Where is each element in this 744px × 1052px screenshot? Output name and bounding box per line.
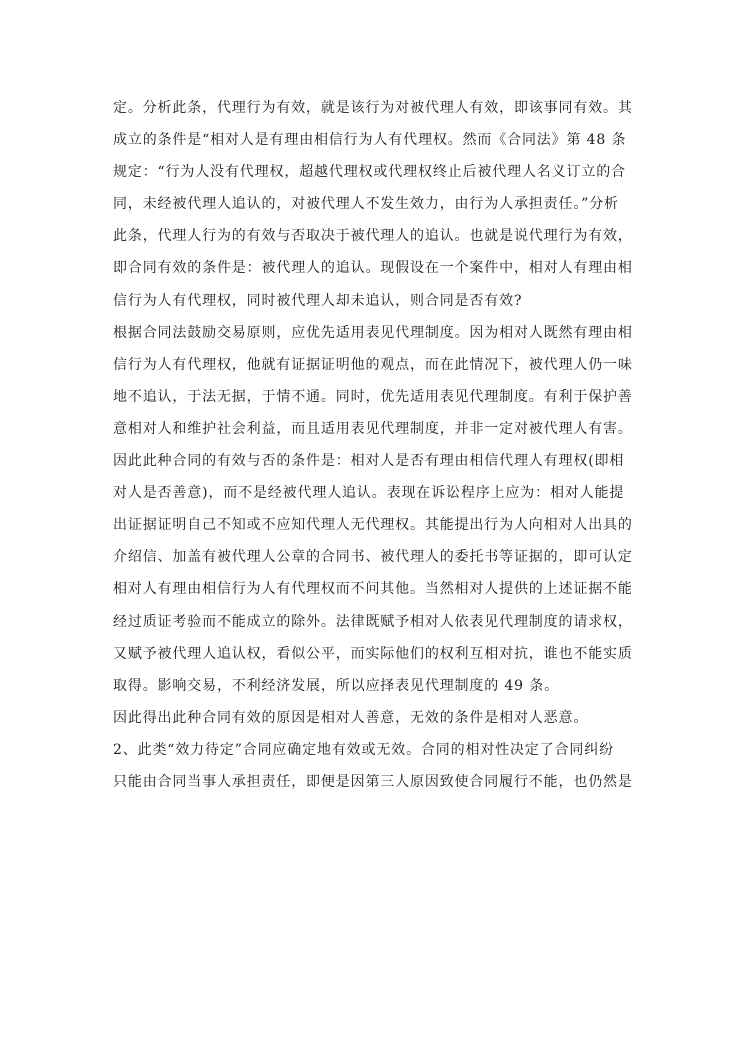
text-line-18: 又赋予被代理人追认权，看似公平，而实际他们的权利互相对抗，谁也不能实质 bbox=[113, 645, 633, 662]
text-line-13: 对人是否善意)，而不是经被代理人追认。表现在诉讼程序上应为：相对人能提 bbox=[113, 485, 625, 502]
text-line-15: 介绍信、加盖有被代理人公章的合同书、被代理人的委托书等证据的，即可认定 bbox=[113, 549, 633, 566]
body-text bbox=[113, 92, 633, 798]
text-line-7: 信行为人有代理权，同时被代理人却未追认，则合同是否有效? bbox=[113, 292, 523, 309]
text-line-19: 取得。影响交易，不利经济发展，所以应择表见代理制度的 49 条。 bbox=[113, 677, 559, 694]
text-line-11: 意相对人和维护社会利益，而且适用表见代理制度，并非一定对被代理人有害。 bbox=[113, 420, 633, 437]
text-line-20: 因此得出此种合同有效的原因是相对人善意，无效的条件是相对人恶意。 bbox=[113, 709, 589, 726]
text-line-2: 成立的条件是“相对人是有理由相信行为人有代理权。然而《合同法》第 48 条 bbox=[113, 132, 627, 149]
text-line-9: 信行为人有代理权，他就有证据证明他的观点，而在此情况下，被代理人仍一味 bbox=[113, 356, 633, 373]
text-line-14: 出证据证明自己不知或不应知代理人无代理权。其能提出行为人向相对人出具的 bbox=[113, 517, 633, 534]
text-line-12: 因此此种合同的有效与否的条件是：相对人是否有理由相信代理人有理权(即相 bbox=[113, 453, 625, 470]
text-line-10: 地不追认，于法无据，于情不通。同时，优先适用表见代理制度。有利于保护善 bbox=[113, 388, 633, 405]
text-line-16: 相对人有理由相信行为人有代理权而不问其他。当然相对人提供的上述证据不能 bbox=[113, 581, 633, 598]
text-line-8: 根据合同法鼓励交易原则，应优先适用表见代理制度。因为相对人既然有理由相 bbox=[113, 324, 633, 341]
text-line-4: 同，未经被代理人追认的，对被代理人不发生效力，由行为人承担责任。”分析 bbox=[113, 196, 619, 213]
text-line-6: 即合同有效的条件是：被代理人的追认。现假设在一个案件中，相对人有理由相 bbox=[113, 260, 633, 277]
text-line-3: 规定：“行为人没有代理权，超越代理权或代理权终止后被代理人名义订立的合 bbox=[113, 164, 626, 181]
text-line-21: 2、此类“效力待定”合同应确定地有效或无效。合同的相对性决定了合同纠纷 bbox=[113, 741, 614, 758]
text-line-22: 只能由合同当事人承担责任，即便是因第三人原因致使合同履行不能，也仍然是 bbox=[113, 773, 633, 790]
text-line-5: 此条，代理人行为的有效与否取决于被代理人的追认。也就是说代理行为有效， bbox=[113, 228, 633, 245]
text-line-17: 经过质证考验而不能成立的除外。法律既赋予相对人依表见代理制度的请求权， bbox=[113, 613, 633, 630]
text-line-1: 定。分析此条，代理行为有效，就是该行为对被代理人有效，即该事同有效。其 bbox=[113, 100, 633, 116]
